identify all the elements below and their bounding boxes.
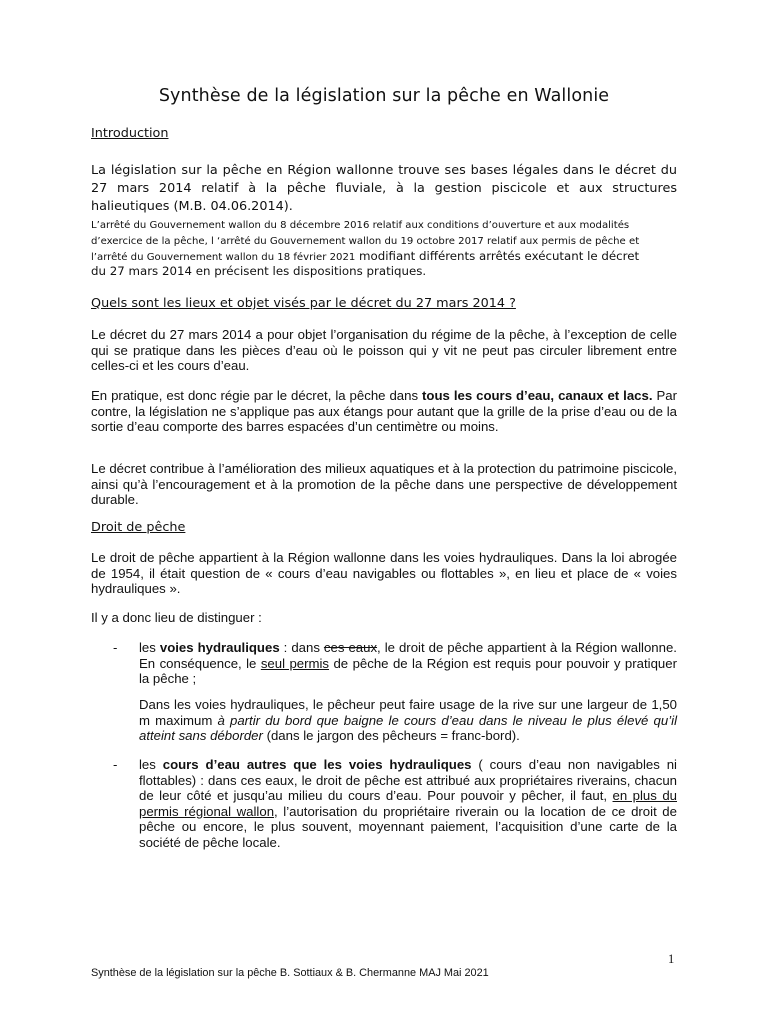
intro-small-line-3-tail: modifiant différents arrêtés exécutant le décret xyxy=(355,249,640,263)
item1-sub-italic: à partir du bord que baigne le cours d’eau dans le niveau le plus élevé qu’il atteint sans déborder xyxy=(139,712,677,744)
item1-post2: de pêche de la Région est requis pour pouvoir y pratiquer la pêche ; xyxy=(139,655,677,687)
item2-bold: cours d’eau autres que les voies hydrauliques xyxy=(162,757,472,772)
list-item-cours-eau xyxy=(139,757,677,851)
intro-small-line-2: d’exercice de la pêche, l ‘arrêté du Gouvernement wallon du 19 octobre 2017 relatif aux permis de pêche et xyxy=(91,235,640,247)
page-title: Synthèse de la législation sur la pêche en Wallonie xyxy=(158,86,610,106)
item2-post1: ( cours d’eau non navigables ni flottables) : dans ces eaux, le droit de pêche est attribué aux propriétaires riverains, chacun de leur côté et jusqu’au milieu du cours d’eau. Pour pouvoir y pêcher, il faut, xyxy=(139,757,677,804)
item1-pre: les xyxy=(139,640,160,655)
lieux-paragraph-3: Le décret contribue à l’amélioration des milieux aquatiques et à la protection du patrimoine piscicole, ainsi qu’à l’encouragement et à la promotion de la pêche dans une perspective de développement durable. xyxy=(91,461,677,508)
item1-bold: voies hydrauliques xyxy=(159,640,280,655)
lieux-paragraph-2-post: Par contre, la législation ne s’applique pas aux étangs pour autant que la grille de la prise d’eau ou de la sortie d’eau comporte des barres espacées d’un centimètre ou moins. xyxy=(91,388,677,435)
lieux-paragraph-2 xyxy=(91,388,677,435)
section-heading-introduction: Introduction xyxy=(91,126,169,141)
section-heading-lieux: Quels sont les lieux et objet visés par le décret du 27 mars 2014 ? xyxy=(91,296,516,311)
lieux-paragraph-2-bold: tous les cours d’eau, canaux et lacs. xyxy=(422,388,653,403)
item2-post2: , l’autorisation du propriétaire riverain ou la location de ce droit de pêche ou encore, le plus souvent, moyennant paiement, l’acquisition d’une carte de la société de pêche locale. xyxy=(139,803,677,850)
list-dash-2: - xyxy=(113,757,118,772)
droit-paragraph-2: Il y a donc lieu de distinguer : xyxy=(91,610,262,625)
list-dash-1: - xyxy=(113,640,118,655)
item1-mid: : dans xyxy=(279,640,324,655)
item2-pre: les xyxy=(139,757,163,772)
page-footer: Synthèse de la législation sur la pêche B. Sottiaux & B. Chermanne MAJ Mai 2021 xyxy=(91,967,489,979)
section-heading-droit: Droit de pêche xyxy=(91,520,186,535)
intro-small-line-3-text: l’arrêté du Gouvernement wallon du 18 février 2021 xyxy=(91,252,356,263)
item2-underline: en plus du permis régional wallon xyxy=(139,788,678,819)
page-number: 1 xyxy=(668,952,675,966)
item1-post1: , le droit de pêche appartient à la Région wallonne. En conséquence, le xyxy=(139,640,677,671)
list-item-voies-hydrauliques xyxy=(139,640,677,687)
intro-small-line-1: L’arrêté du Gouvernement wallon du 8 décembre 2016 relatif aux conditions d’ouverture et aux modalités xyxy=(91,220,630,231)
lieux-paragraph-2-pre: En pratique, est donc régie par le décret, la pêche dans xyxy=(91,388,423,403)
lieux-paragraph-1: Le décret du 27 mars 2014 a pour objet l’organisation du régime de la pêche, à l’exception de celle qui se pratique dans les pièces d’eau où le poisson qui y vit ne peut pas circuler librement entre celles-ci et les cours d’eau. xyxy=(91,327,677,374)
item1-strikethrough: ces eaux xyxy=(323,640,378,655)
item1-sub-pre: Dans les voies hydrauliques, le pêcheur peut faire usage de la rive sur une largeur de 1,50 m maximum xyxy=(139,697,677,728)
item1-sub-post: (dans le jargon des pêcheurs = franc-bord). xyxy=(262,728,520,744)
droit-paragraph-1: Le droit de pêche appartient à la Région wallonne dans les voies hydrauliques. Dans la loi abrogée de 1954, il était question de « cours d’eau navigables ou flottables », en lieu et place de « voies hydrauliques ». xyxy=(91,550,677,597)
item1-underline: seul permis xyxy=(260,655,330,671)
intro-paragraph: La législation sur la pêche en Région wallonne trouve ses bases légales dans le décret du 27 mars 2014 relatif à la pêche fluviale, à la gestion piscicole et aux structures halieutiques (M.B. 04.06.2014). xyxy=(91,163,677,214)
list-item-voies-sub-paragraph xyxy=(139,697,677,744)
intro-small-line-4 xyxy=(91,264,677,281)
intro-small-line-4-text: du 27 mars 2014 en précisent les dispositions pratiques. xyxy=(91,264,427,278)
